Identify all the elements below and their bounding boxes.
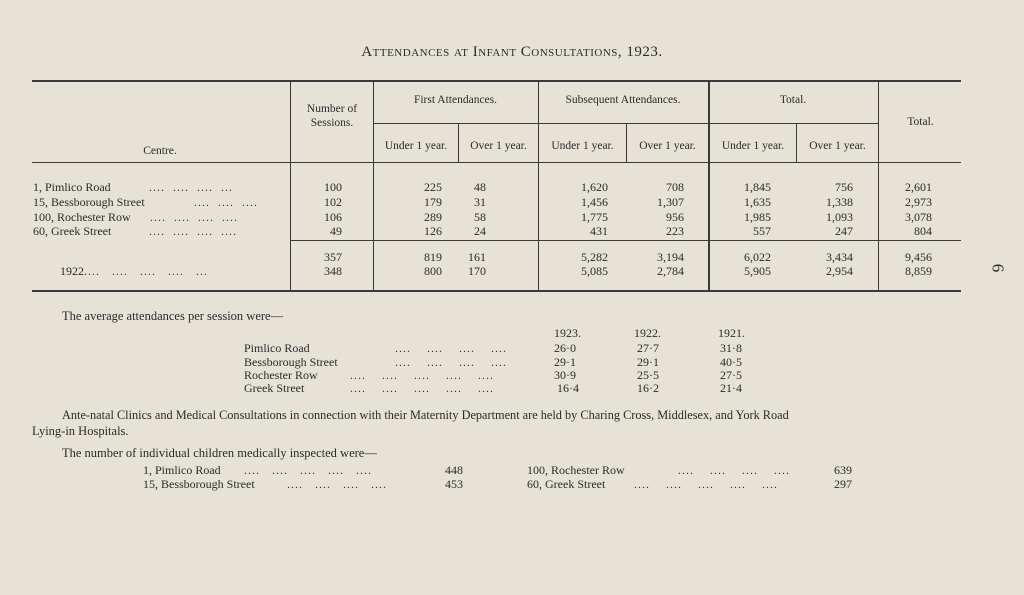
total-cell: 8,859 — [905, 264, 932, 278]
subsequent-under-cell: 5,282 — [581, 250, 608, 264]
first-over-cell: 31 — [474, 195, 486, 209]
centre-name: 100, Rochester Row — [33, 210, 131, 224]
average-value: 25·5 — [637, 368, 659, 382]
centre-name: 1, Pimlico Road — [33, 180, 111, 194]
total-cell: 804 — [914, 224, 932, 238]
year-header: 1922. — [634, 326, 661, 340]
average-value: 31·8 — [720, 341, 742, 355]
average-value: 29·1 — [554, 355, 576, 369]
centre-name: 15, Bessborough Street — [33, 195, 145, 209]
col-divider — [538, 80, 539, 292]
antenatal-line: Lying-in Hospitals. — [32, 424, 129, 438]
header-total-group: Total. — [779, 94, 807, 106]
average-value: 21·4 — [720, 381, 742, 395]
first-over-cell: 24 — [474, 224, 486, 238]
group-rule — [373, 123, 878, 124]
total-under-cell: 557 — [753, 224, 771, 238]
average-value: 29·1 — [637, 355, 659, 369]
average-name: Greek Street — [244, 381, 305, 395]
col-divider — [708, 80, 710, 292]
year-label: 1922 — [60, 264, 84, 278]
total-over-cell: 2,954 — [826, 264, 853, 278]
total-under-cell: 5,905 — [744, 264, 771, 278]
sessions-cell: 357 — [324, 250, 342, 264]
total-over-cell: 247 — [835, 224, 853, 238]
subsequent-over-cell: 956 — [666, 210, 684, 224]
first-over-cell: 170 — [468, 264, 486, 278]
average-name: Rochester Row — [244, 368, 318, 382]
year-header: 1921. — [718, 326, 745, 340]
sessions-cell: 106 — [324, 210, 342, 224]
first-under-cell: 179 — [424, 195, 442, 209]
first-under-cell: 225 — [424, 180, 442, 194]
subsequent-over-cell: 2,784 — [657, 264, 684, 278]
total-over-cell: 1,338 — [826, 195, 853, 209]
inspected-intro: The number of individual children medically inspected were— — [62, 446, 377, 460]
header-bottom-rule — [32, 162, 961, 163]
total-under-cell: 1,845 — [744, 180, 771, 194]
average-intro: The average attendances per session were— — [62, 309, 284, 323]
header-under-1-year: Under 1 year. — [551, 140, 614, 152]
total-under-cell: 1,985 — [744, 210, 771, 224]
header-subsequent-attendances: Subsequent Attendances. — [565, 94, 681, 106]
inspected-value: 639 — [834, 463, 852, 477]
total-cell: 9,456 — [905, 250, 932, 264]
average-value: 40·5 — [720, 355, 742, 369]
sessions-cell: 102 — [324, 195, 342, 209]
inspected-value: 297 — [834, 477, 852, 491]
header-first-attendances: First Attendances. — [413, 94, 498, 106]
sessions-cell: 100 — [324, 180, 342, 194]
year-header: 1923. — [554, 326, 581, 340]
average-value: 27·5 — [720, 368, 742, 382]
average-value: 30·9 — [554, 368, 576, 382]
page-number: 6 — [988, 263, 1008, 273]
average-value: 16·4 — [557, 381, 579, 395]
header-sessions: Number of Sessions. — [306, 103, 358, 129]
header-under-1-year: Under 1 year. — [384, 140, 448, 152]
page-title: Attendances at Infant Consultations, 1923. — [361, 44, 663, 60]
inspected-name: 1, Pimlico Road — [143, 463, 221, 477]
subsequent-under-cell: 5,085 — [581, 264, 608, 278]
total-cell: 3,078 — [905, 210, 932, 224]
first-over-cell: 161 — [468, 250, 486, 264]
inspected-name: 60, Greek Street — [527, 477, 606, 491]
total-under-cell: 1,635 — [744, 195, 771, 209]
first-over-cell: 48 — [474, 180, 486, 194]
inspected-value: 453 — [445, 477, 463, 491]
col-divider — [373, 80, 374, 292]
document-page: Attendances at Infant Consultations, 1923. 6 Centre. Number of Sessions. First Attendances. Subsequent Attendances. Total. Total. Under 1 year. Over 1 year. Under 1 year. Over 1 year. Under 1 year. Over 1 year. 1, Pimlico Road .... .... .... ... 100 225 48 1,620 708 1,845 756 2,601 15, Bessborough Street .... .... .... 102 179 31 1,456 1,307 1,635 1,338 2,973 100, Rochester Row .... .... .... .... 106 289 58 1,775 956 1,985 1,093 3,078 60, Greek Street .... .... .... .... 49 126 24 431 223 557 247 804 357 819 161 5,282 3,194 6,022 3,434 9,456 1922.... .... .... .... ... 348 800 170 5,085 2,784 5,905 2,954 8,859 The average attendances per session were— 1923. 1922. 1921. Pimlico Road .... .... .... .... 26·0 27·7 31·8 Bessborough Street .... .... .... .... 29·1 29·1 40·5 Rochester Row .... .... .... .... .... 30·9 25·5 27·5 Greek Street .... .... .... .... .... 16·4 16·2 21·4 Ante-natal Clinics and Medical Consultations in connection with their Maternity Department are held by Charing Cross, Middlesex, and York Road Lying-in Hospitals. The number of individual children medically inspected were— 1, Pimlico Road .... .... .... .... .... 448 15, Bessborough Street .... .... .... .... 453 100, Rochester Row .... .... .... .... 639 60, Greek Street .... .... .... .... .... 297 — [0, 0, 1024, 595]
first-under-cell: 800 — [424, 264, 442, 278]
antenatal-line: Ante-natal Clinics and Medical Consultations in connection with their Maternity Department are held by Charing Cross, Middlesex, and York Road — [62, 408, 789, 422]
header-over-1-year: Over 1 year. — [809, 140, 866, 152]
total-cell: 2,601 — [905, 180, 932, 194]
sessions-cell: 348 — [324, 264, 342, 278]
table-bottom-rule — [32, 290, 961, 292]
average-name: Pimlico Road — [244, 341, 310, 355]
table-top-rule — [32, 80, 961, 82]
subsequent-over-cell: 3,194 — [657, 250, 684, 264]
inspected-value: 448 — [445, 463, 463, 477]
subsequent-under-cell: 1,775 — [581, 210, 608, 224]
header-total: Total. — [907, 116, 934, 128]
inspected-name: 15, Bessborough Street — [143, 477, 255, 491]
total-under-cell: 6,022 — [744, 250, 771, 264]
inspected-name: 100, Rochester Row — [527, 463, 625, 477]
first-under-cell: 289 — [424, 210, 442, 224]
subsequent-over-cell: 223 — [666, 224, 684, 238]
total-over-cell: 756 — [835, 180, 853, 194]
header-under-1-year: Under 1 year. — [721, 140, 785, 152]
first-under-cell: 126 — [424, 224, 442, 238]
total-over-cell: 3,434 — [826, 250, 853, 264]
subsequent-over-cell: 1,307 — [657, 195, 684, 209]
subsequent-over-cell: 708 — [666, 180, 684, 194]
average-value: 26·0 — [554, 341, 576, 355]
first-under-cell: 819 — [424, 250, 442, 264]
subsequent-under-cell: 431 — [590, 224, 608, 238]
totals-rule — [290, 240, 961, 241]
sessions-cell: 49 — [330, 224, 342, 238]
average-name: Bessborough Street — [244, 355, 338, 369]
total-over-cell: 1,093 — [826, 210, 853, 224]
centre-name: 60, Greek Street — [33, 224, 112, 238]
header-centre: Centre. — [143, 145, 177, 157]
subsequent-under-cell: 1,456 — [581, 195, 608, 209]
average-value: 16·2 — [637, 381, 659, 395]
first-over-cell: 58 — [474, 210, 486, 224]
average-value: 27·7 — [637, 341, 659, 355]
subsequent-under-cell: 1,620 — [581, 180, 608, 194]
total-cell: 2,973 — [905, 195, 932, 209]
header-over-1-year: Over 1 year. — [639, 140, 696, 152]
header-over-1-year: Over 1 year. — [470, 140, 527, 152]
